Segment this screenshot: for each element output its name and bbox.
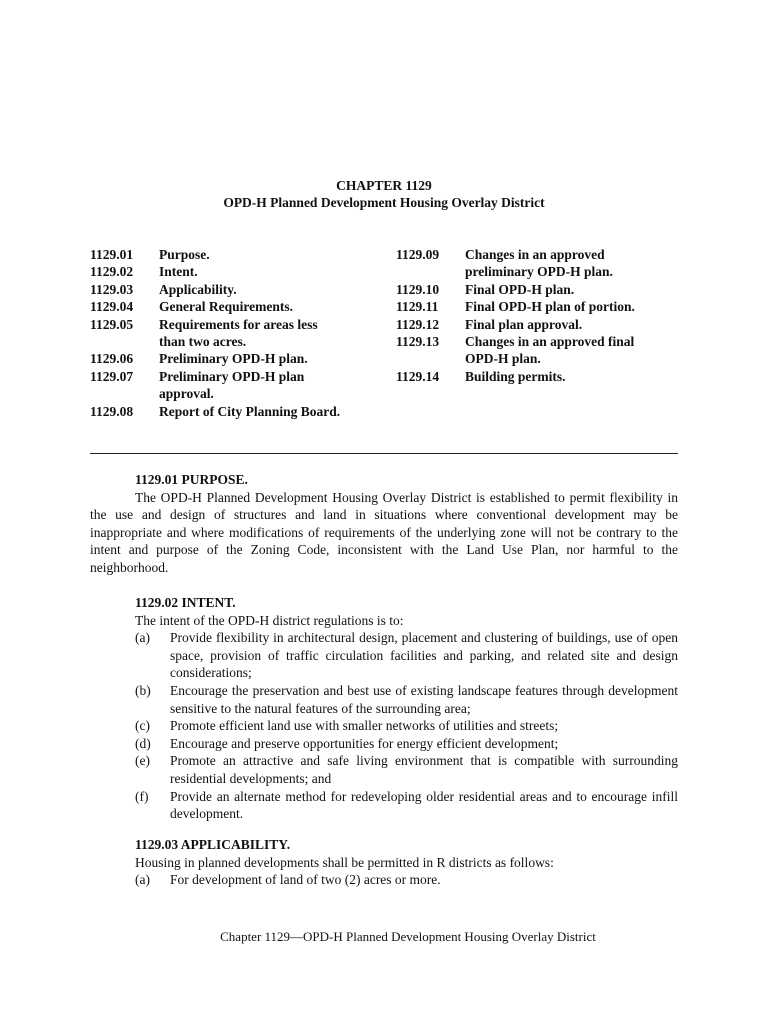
list-item: [90, 682, 678, 717]
list-item: [90, 735, 678, 753]
toc-entry: [90, 246, 340, 263]
list-item: [90, 788, 678, 823]
toc-entry-continued: [90, 333, 340, 350]
toc-number: 1129.05: [90, 316, 134, 332]
toc-title: Changes in an approved final: [465, 334, 635, 350]
toc-entry-continued: [90, 385, 340, 402]
list-text: Encourage and preserve opportunities for energy efficient development;: [170, 735, 559, 751]
toc-entry: [396, 368, 635, 385]
list-text: Provide flexibility in architectural design, placement and clustering of buildings, use of open space, provision of traffic circulation facilities and parking, and related site and design considerations;: [170, 630, 678, 681]
list-text: For development of land of two (2) acres or more.: [170, 872, 441, 888]
toc-title: approval.: [159, 386, 214, 402]
section-heading: 1129.01 PURPOSE.: [135, 472, 248, 487]
toc-title: Preliminary OPD-H plan: [159, 368, 305, 384]
list-letter: (c): [135, 718, 150, 734]
toc-title: Intent.: [159, 264, 198, 280]
toc-title: Purpose.: [159, 247, 210, 262]
toc-right-column: [396, 246, 635, 385]
toc-number: 1129.01: [90, 247, 134, 262]
toc-entry: [396, 316, 635, 333]
toc-number: 1129.08: [90, 403, 134, 419]
section-heading: 1129.03 APPLICABILITY.: [135, 837, 291, 852]
toc-number: 1129.02: [90, 264, 134, 280]
toc-title: Preliminary OPD-H plan.: [159, 351, 308, 367]
chapter-title: OPD-H Planned Development Housing Overlay District: [223, 195, 545, 210]
toc-number: 1129.12: [396, 316, 440, 332]
toc-left-column: [90, 246, 340, 420]
list-item: [90, 871, 678, 889]
toc-title: Final OPD-H plan of portion.: [465, 299, 635, 315]
list-text: Promote an attractive and safe living environment that is compatible with surrounding residential developments; and: [170, 753, 678, 786]
toc-number: 1129.07: [90, 368, 134, 384]
list-item: [90, 629, 678, 682]
toc-title: Requirements for areas less: [159, 316, 318, 332]
section-paragraph: The OPD-H Planned Development Housing Overlay District is established to permit flexibility in the use and design of structures and land in situations where conventional development may be inappropriate and where modifications of requirements of the underlying zone will not be contrary to the intent and purpose of the Zoning Code, inconsistent with the Land Use Plan, nor harmful to the neighborhood.: [90, 489, 678, 575]
section-divider: [90, 453, 678, 454]
toc-entry: [90, 316, 340, 333]
toc-entry-continued: [396, 350, 635, 367]
toc-title: preliminary OPD-H plan.: [465, 264, 613, 280]
chapter-number: CHAPTER 1129: [336, 178, 432, 193]
section-lead: Housing in planned developments shall be permitted in R districts as follows:: [135, 854, 554, 870]
toc-title: Applicability.: [159, 281, 237, 297]
toc-title: Building permits.: [465, 368, 566, 384]
section-purpose: [90, 471, 678, 577]
toc-number: 1129.04: [90, 299, 134, 315]
toc-number: 1129.11: [396, 299, 439, 315]
list-item: [90, 717, 678, 735]
page-footer: Chapter 1129—OPD-H Planned Development Housing Overlay District: [220, 929, 596, 944]
toc-entry: [90, 298, 340, 315]
toc-number: 1129.10: [396, 281, 440, 297]
toc-entry: [396, 246, 635, 263]
toc-entry: [90, 368, 340, 385]
toc-number: 1129.03: [90, 281, 134, 297]
list-letter: (a): [135, 872, 150, 888]
toc-number: 1129.14: [396, 368, 440, 384]
toc-title: than two acres.: [159, 334, 247, 350]
toc-entry-continued: [396, 263, 635, 280]
toc-entry: [396, 333, 635, 350]
list-letter: (b): [135, 682, 151, 698]
toc-number: 1129.09: [396, 247, 440, 262]
section-heading: 1129.02 INTENT.: [135, 595, 236, 610]
toc-title: General Requirements.: [159, 299, 293, 315]
list-letter: (d): [135, 735, 151, 751]
toc-entry: [90, 263, 340, 280]
list-letter: (e): [135, 753, 150, 769]
toc-title: Final plan approval.: [465, 316, 583, 332]
list-letter: (f): [135, 788, 149, 804]
list-text: Encourage the preservation and best use of existing landscape features through development sensitive to the natural features of the surrounding area;: [170, 682, 678, 716]
toc-entry: [396, 298, 635, 315]
section-intent: [90, 594, 678, 823]
toc-entry: [90, 350, 340, 367]
list-item: [90, 752, 678, 787]
toc-title: Changes in an approved: [465, 247, 605, 262]
toc-number: 1129.06: [90, 351, 134, 367]
list-text: Promote efficient land use with smaller networks of utilities and streets;: [170, 718, 559, 734]
toc-entry: [396, 281, 635, 298]
toc-entry: [90, 281, 340, 298]
list-letter: (a): [135, 630, 150, 646]
toc-number: 1129.13: [396, 334, 440, 350]
toc-title: Report of City Planning Board.: [159, 403, 341, 419]
toc-title: Final OPD-H plan.: [465, 281, 575, 297]
toc-entry: [90, 403, 340, 420]
list-text: Provide an alternate method for redeveloping older residential areas and to encourage infill development.: [170, 788, 678, 822]
section-lead: The intent of the OPD-H district regulations is to:: [135, 612, 404, 628]
section-applicability: [90, 836, 678, 889]
toc-title: OPD-H plan.: [465, 351, 541, 367]
